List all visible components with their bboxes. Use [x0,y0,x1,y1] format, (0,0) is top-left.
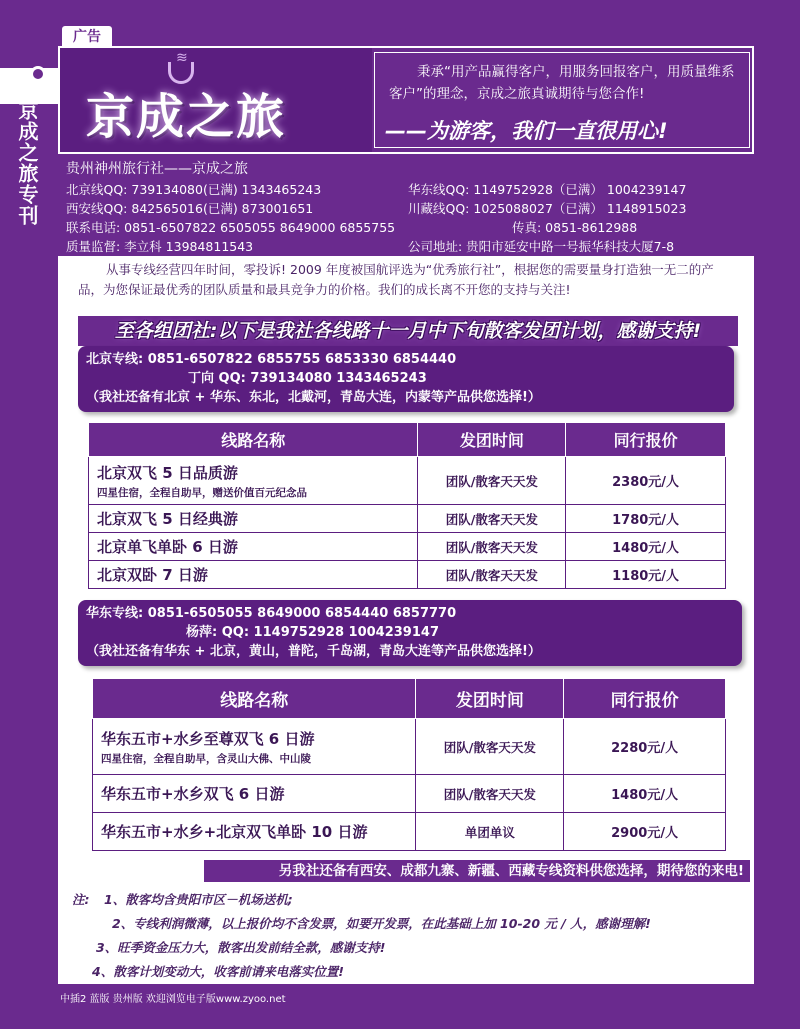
table-row [89,533,726,561]
route-price: 1480元/人 [566,533,726,561]
departure-time: 单团单议 [416,813,564,851]
departure-time: 团队/散客天天发 [418,457,566,505]
header [58,46,754,154]
col-price: 同行报价 [566,423,726,457]
huadong-qq: 华东线QQ: 1149752928（已满） 1004239147 [408,182,687,197]
route-note: 四星住宿，全程自助早，赠送价值百元纪念品 [97,486,307,499]
fax: 传真: 0851-8612988 [512,220,638,235]
route-name [93,813,416,851]
beijing-contact: 丁向 QQ: 739134080 1343465243 [188,371,427,386]
route-price: 1480元/人 [564,775,726,813]
col-departure: 发团时间 [418,423,566,457]
route-title: 北京双飞 5 日品质游 [97,463,238,482]
steam-icon: ≋ [176,50,188,66]
departure-time: 团队/散客天天发 [418,561,566,589]
route-price: 2380元/人 [566,457,726,505]
col-price: 同行报价 [564,679,726,719]
beijing-qq: 北京线QQ: 739134080(已满) 1343465243 [66,182,322,197]
slogan-box [374,52,750,148]
beijing-extra: （我社还备有北京 + 华东、东北，北戴河，青岛大连，内蒙等产品供您选择!） [86,390,541,405]
route-title: 华东五市+水乡至尊双飞 6 日游 [101,729,315,748]
table-row [89,561,726,589]
xian-qq: 西安线QQ: 842565016(已满) 873001651 [66,201,314,216]
table-row [89,457,726,505]
departure-time: 团队/散客天天发 [418,505,566,533]
route-price: 1780元/人 [566,505,726,533]
notes-label: 注: [72,892,90,907]
footer-text: 中插2 蓝版 贵州版 欢迎浏览电子版www.zyoo.net [60,994,286,1005]
huadong-routes-table [92,678,726,851]
departure-time: 团队/散客天天发 [416,719,564,775]
route-price: 1180元/人 [566,561,726,589]
beijing-phone: 北京专线: 0851-6507822 6855755 6853330 6854440 [86,352,457,367]
note-2: 2、专线利润微薄，以上报价均不含发票，如要开发票，在此基础上加 10-20 元 / 人，感谢理解! [112,916,651,931]
route-note: 四星住宿，全程自助早，含灵山大佛、中山陵 [101,752,311,765]
table-row [93,775,726,813]
slogan-text: 秉承“用产品赢得客户，用服务回报客户，用质量维系客户”的理念，京成之旅真诚期待与您合作! [389,64,735,102]
departure-time: 团队/散客天天发 [418,533,566,561]
table-row [89,505,726,533]
company-name: 贵州神州旅行社——京成之旅 [66,161,248,177]
note-4: 4、散客计划变动大，收客前请来电落实位置! [92,964,344,979]
address: 公司地址: 贵阳市延安中路一号振华科技大厦7-8 [408,239,675,254]
slogan-tagline: ——为游客，我们一直很用心! [385,119,668,143]
note-1: 1、散客均含贵阳市区－机场送机; [104,892,293,907]
chuanzang-qq: 川藏线QQ: 1025088027（已满） 1148915023 [408,201,687,216]
table-row [93,719,726,775]
route-title: 华东五市+水乡+北京双飞单卧 10 日游 [101,823,368,841]
spine-title: 京成之旅专刊 [15,100,39,226]
huadong-line-box [78,600,742,666]
logo-text: 京成之旅 [86,89,287,145]
col-departure: 发团时间 [416,679,564,719]
route-name [93,775,416,813]
route-price: 2900元/人 [564,813,726,851]
ad-page [58,46,754,984]
intro-text: 从事专线经营四年时间，零投诉! 2009 年度被国航评选为“优秀旅行社”，根据您的需要量身打造独一无二的产品，为您保证最优秀的团队质量和最具竞争力的价格。我们的成长离不开您的支持与关注! [78,262,714,297]
ad-label: 广告 [62,26,112,48]
route-name [89,561,418,589]
route-name [89,457,418,505]
table-row [93,813,726,851]
beijing-line-box [78,346,734,412]
contact-phone: 联系电话: 0851-6507822 6505055 8649000 6855755 [66,220,396,235]
route-name [93,719,416,775]
route-name [89,533,418,561]
route-name [89,505,418,533]
col-route-name: 线路名称 [89,423,418,457]
spine-dot-icon [30,66,46,82]
route-title: 华东五市+水乡双飞 6 日游 [101,785,285,803]
logo [60,48,372,152]
beijing-routes-table [88,422,726,589]
more-routes-bar: 另我社还备有西安、成都九寨、新疆、西藏专线资料供您选择，期待您的来电! [204,860,750,882]
quality-supervisor: 质量监督: 李立科 13984811543 [66,239,254,254]
route-title: 北京单飞单卧 6 日游 [97,538,238,556]
notice-banner: 至各组团社:以下是我社各线路十一月中下旬散客发团计划，感谢支持! [78,316,738,346]
huadong-contact: 杨萍: QQ: 1149752928 1004239147 [186,625,439,640]
huadong-extra: （我社还备有华东 + 北京，黄山，普陀，千岛湖，青岛大连等产品供您选择!） [86,644,541,659]
departure-time: 团队/散客天天发 [416,775,564,813]
route-title: 北京双卧 7 日游 [97,566,208,584]
huadong-phone: 华东专线: 0851-6505055 8649000 6854440 6857770 [86,606,457,621]
contact-block [58,154,754,256]
note-3: 3、旺季资金压力大，散客出发前结全款，感谢支持! [96,940,386,955]
route-price: 2280元/人 [564,719,726,775]
col-route-name: 线路名称 [93,679,416,719]
spine-tab [0,68,58,104]
route-title: 北京双飞 5 日经典游 [97,510,238,528]
